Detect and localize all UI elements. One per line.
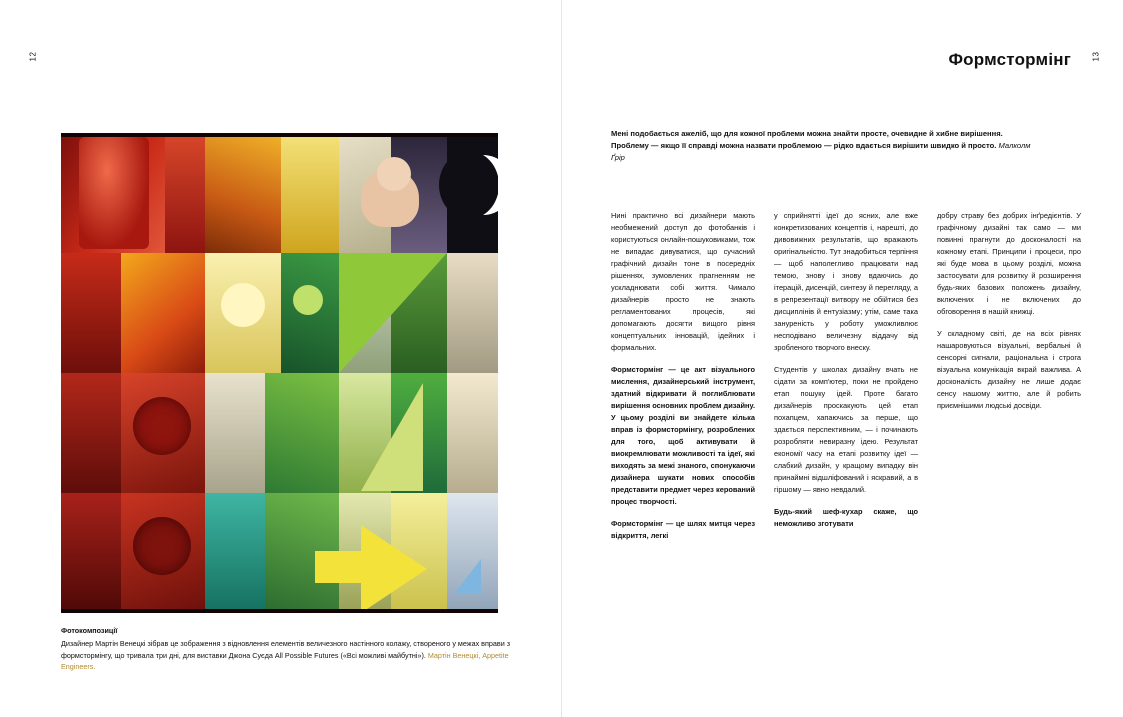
figure-caption (61, 626, 531, 673)
text-column-2 (774, 210, 918, 690)
chapter-title: Формстормінг (948, 50, 1071, 69)
paragraph: У складному світі, де на всіх рівнях нашаровуються візуальні, вербальні й сенсорні сигнали, раціональна і строга візуальна комунікація вкрай важлива. А досконалість дизайну не лише додає сенсу нашому життю, але й робить приємнішими людські досвіди. (937, 328, 1081, 410)
paragraph: Нині практично всі дизайнери мають необмежений доступ до фотобанків і користуються онлайн-пошуковиками, тож не випадає дивуватися, що сучасний графічний дизайн тоне в посередніх рішеннях, зумовлених прагненням не ускладнювати собі життя. Чимало дизайнерів просто не знають регламентованих процесів, які допомагають досягти вищого рівня концептуальних інновацій, ідейних і формальних. (611, 211, 755, 352)
epigraph-text: Мені подобається ажеліб, що для кожної проблеми можна знайти просте, очевидне й хибне вирішення. Проблему — якщо її справді можна назвати проблемою — рідко вдається вирішити швидко й просто. (611, 129, 1003, 150)
caption-credit: Мартін Венецкі, Appetite Engineers. (61, 650, 509, 672)
caption-title: Фотокомпозиції (61, 626, 118, 635)
right-page (561, 0, 1123, 717)
paragraph: Будь-який шеф-кухар скаже, що неможливо зготувати (774, 506, 918, 528)
collage-canvas (61, 133, 498, 613)
paragraph: у сприйнятті ідеї до ясних, але вже конкретизованих концептів і, нарешті, до дивовижних результатів, що вражають оригінальністю. Тут знадобиться терпіння — щоб наполегливо працювати над темою, знову і знову вдаючись до ітерацій, дисенцій, синтезу й перегляду, а в репрезентації витвору не обійтися без дисциплінів й ентузіазму; утім, саме така зануреність у роботу уможливлює несподівано величезну віддачу від зробленого творчого внеску. (774, 211, 918, 352)
artwork-image (61, 133, 498, 613)
caption-body: Дизайнер Мартін Венецкі зібрав це зображення з відновлення елементів величезного настінного колажу, створеного у межах вправи з формстормінгу, що тривала три дні, для виставки Джона Суєда All Possible Futures (61, 639, 511, 660)
epigraph (611, 128, 1041, 163)
left-page (0, 0, 561, 717)
epigraph-attribution: Малколм Ґрір (611, 140, 1031, 162)
paragraph: добру страву без добрих інґредієнтів. У графічному дизайні так само — ми повинні прагнути до досконалості на кожному етапі. Принципи і процеси, про які буде мова в цьому розділі, можна застосувати для розвитку й розширення будь-яких базових положень дизайну, включених і не включених до обговорення в нашій книжці. (937, 211, 1081, 316)
caption-text (61, 638, 531, 673)
text-column-1 (611, 210, 755, 690)
folio-left: 12 (28, 51, 38, 62)
paragraph: Студентів у школах дизайну вчать не сідати за комп'ютер, поки не пройдено етап пошуку ідей. Проте багато дизайнерів проскакують цей етап похапцем, хапаючись за перше, що здається перспективним, — і починають розробляти невиразну ідею. Результат економії часу на етапі розвитку ідеї — слабкий дизайн, у кращому випадку він принаймні відшліфований і яскравий, а в гіршому — явно невдалий. (774, 364, 918, 494)
folio-right: 13 (1091, 51, 1101, 62)
body-columns (611, 210, 1081, 690)
text-column-3 (937, 210, 1081, 690)
paragraph: Формстормінг — це шлях митця через відкриття, легкі (611, 518, 755, 540)
caption-credit-prefix: («Всі можливі майбутні»). (340, 650, 428, 660)
paragraph: Формстормінг — це акт візуального мислення, дизайнерський інструмент, здатний відкривати й поглиблювати вирішення основних проблем дизайну. У цьому розділі ви знайдете кілька вправ із формстормінгу, розроблених для того, щоб активувати й виокремлювати можливості та ідеї, які виходять за межі знаного, спонукаючи дизайнера шукати нових способів представити предмет через керований процес творчості. (611, 364, 755, 506)
